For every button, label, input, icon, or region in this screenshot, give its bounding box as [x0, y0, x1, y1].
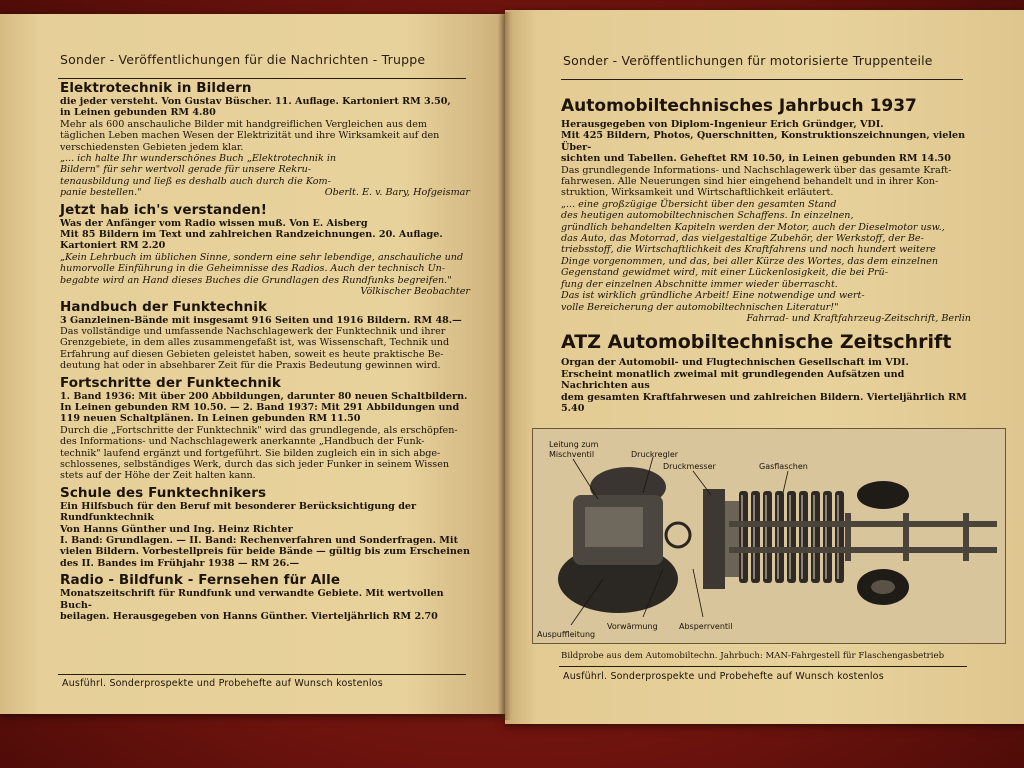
section-jahrbuch — [561, 96, 971, 324]
text-line: Erfahrung auf diesen Gebieten geleistet haben, soweit es heute praktische Be- — [60, 348, 444, 360]
label-vorwaermung: Vorwärmung — [607, 622, 658, 631]
section-fortschritte — [60, 375, 470, 482]
text-line: Was der Anfänger vom Radio wissen muß. Von E. Aisberg — [60, 217, 368, 229]
quote-line: Dinge vorgenommen, und das, bei aller Kürze des Wortes, das dem einzelnen — [561, 255, 939, 267]
section-handbuch — [60, 299, 470, 372]
quote-line: des heutigen automobiltechnischen Schaffens. In einzelnen, — [561, 210, 854, 222]
quote-line: „... eine großzügige Übersicht über den gesamten Stand — [561, 198, 837, 210]
text-line: 119 neuen Schaltplänen. In Leinen gebunden RM 11.50 — [60, 413, 361, 425]
quote-line: „... ich halte Ihr wunderschönes Buch „Elektrotechnik in — [60, 153, 337, 165]
quote-line: Das ist wirklich gründliche Arbeit! Eine notwendige und wert- — [561, 290, 865, 302]
text-line: Monatszeitschrift für Rundfunk und verwandte Gebiete. Mit wertvollen Buch- — [60, 588, 444, 611]
quote-source: Oberlt. E. v. Bary, Hofgeismar — [324, 187, 470, 199]
text-line: beilagen. Herausgegeben von Hanns Günther. Vierteljährlich RM 2.70 — [60, 611, 438, 623]
quote-line: „Kein Lehrbuch im üblichen Sinne, sondern eine sehr lebendige, anschauliche und — [60, 251, 464, 263]
label-druckmesser: Druckmesser — [663, 462, 716, 471]
text-line: Kartoniert RM 2.20 — [60, 240, 166, 252]
text-line: Ein Hilfsbuch für den Beruf mit besonderer Berücksichtigung der Rundfunktechnik — [60, 500, 417, 524]
text-line: Herausgegeben von Diplom-Ingenieur Erich Gründger, VDI. — [561, 119, 884, 130]
quote-line — [60, 187, 470, 198]
text-line: Von Hanns Günther und Ing. Heinz Richter — [60, 523, 293, 535]
right-running-head: Sonder - Veröffentlichungen für motorisierte Truppenteile — [563, 53, 933, 68]
quote-line: gründlich behandelten Kapiteln werden der Motor, auch der Dieselmotor usw., — [561, 221, 945, 233]
left-page — [0, 14, 505, 714]
label-leitung-2: Mischventil — [549, 450, 595, 459]
label-absperrventil: Absperrventil — [679, 622, 733, 631]
right-foot-rule — [559, 666, 967, 667]
left-head-rule — [58, 78, 466, 79]
quote-line: volle Bereicherung der automobiltechnischen Literatur!" — [561, 301, 839, 313]
text-line: Das vollständige und umfassende Nachschlagewerk der Funktechnik und ihrer — [60, 325, 446, 337]
quote-line: begabte wird an Hand dieses Buches die Grundlagen des Rundfunks begreifen." — [60, 274, 452, 286]
section-jetzt-hab-ichs — [60, 202, 470, 298]
text-line: 1. Band 1936: Mit über 200 Abbildungen, darunter 80 neuen Schaltbildern. — [60, 390, 468, 402]
quote-line: tenausbildung und ließ es deshalb auch durch die Kom- — [60, 175, 331, 187]
section-title: Fortschritte der Funktechnik — [60, 374, 281, 391]
quote-line: humorvolle Einführung in die Geheimnisse des Radios. Auch der technisch Un- — [60, 263, 446, 275]
chassis-figure — [532, 428, 1006, 644]
section-title: Handbuch der Funktechnik — [60, 298, 268, 315]
quote-line: triebsstoff, die Wirtschaftlichkeit des Kraftfahrens und noch hundert weitere — [561, 244, 936, 256]
right-head-rule — [561, 79, 963, 80]
text-line: in Leinen gebunden RM 4.80 — [60, 107, 216, 119]
quote-line: Bildern" für sehr wertvoll gerade für unsere Rekru- — [60, 164, 312, 176]
left-body — [60, 80, 470, 622]
quote-end: panie bestellen." — [60, 187, 142, 199]
quote-source: Fahrrad- und Kraftfahrzeug-Zeitschrift, Berlin — [746, 312, 971, 324]
section-atz — [561, 331, 971, 414]
label-leitung-1: Leitung zum — [549, 440, 599, 449]
section-title: Schule des Funktechnikers — [60, 484, 267, 501]
text-line: fahrwesen. Alle Neuerungen sind hier eingehend behandelt und in ihrer Kon- — [561, 176, 939, 188]
quote-source: Völkischer Beobachter — [360, 286, 470, 298]
section-elektrotechnik — [60, 80, 470, 199]
text-line: In Leinen gebunden RM 10.50. — 2. Band 1937: Mit 291 Abbildungen und — [60, 401, 460, 413]
text-line: 3 Ganzleinen-Bände mit insgesamt 916 Seiten und 1916 Bildern. RM 48.— — [60, 314, 462, 326]
text-line: des II. Bandes im Frühjahr 1938 — RM 26.— — [60, 557, 300, 569]
right-body — [561, 96, 971, 414]
book-gutter — [498, 12, 512, 720]
text-line: I. Band: Grundlagen. — II. Band: Rechenverfahren und Sonderfragen. Mit — [60, 535, 458, 546]
text-line: verschiedensten Gebieten jedem klar. — [60, 141, 244, 153]
text-line: dem gesamten Kraftfahrwesen und zahlreichen Bildern. Vierteljährlich RM 5.40 — [561, 391, 967, 414]
text-line: stets auf der Höhe der Zeit halten kann. — [60, 470, 256, 482]
chassis-illustration — [533, 429, 1005, 643]
text-line: vielen Bildern. Vorbestellpreis für beide Bände — gültig bis zum Erscheinen — [60, 546, 470, 558]
text-line: struktion, Wirksamkeit und Wirtschaftlichkeit erläutert. — [561, 187, 834, 199]
text-line: des Informations- und Nachschlagewerk anerkannte „Handbuch der Funk- — [60, 436, 425, 448]
left-footer: Ausführl. Sonderprospekte und Probehefte auf Wunsch kostenlos — [62, 678, 383, 689]
text-line: Mehr als 600 anschauliche Bilder mit handgreiflichen Vergleichen aus dem — [60, 118, 427, 130]
quote-line: Gegenstand gewidmet wird, mit einer Lückenlosigkeit, die bei Prü- — [561, 267, 888, 279]
right-page — [505, 10, 1024, 724]
text-line: Durch die „Fortschritte der Funktechnik" wird das grundlegende, als erschöpfen- — [60, 424, 458, 436]
text-line: die jeder versteht. Von Gustav Büscher. 11. Auflage. Kartoniert RM 3.50, — [60, 96, 451, 107]
text-line: täglichen Leben machen Wesen der Elektrizität und ihre Wirksamkeit auf den — [60, 130, 440, 142]
quote-line: das Auto, das Motorrad, das vielgestaltige Zubehör, der Werkstoff, der Be- — [561, 233, 924, 245]
text-line: Erscheint monatlich zweimal mit grundlegenden Aufsätzen und Nachrichten aus — [561, 368, 905, 392]
text-line: sichten und Tabellen. Geheftet RM 10.50, in Leinen gebunden RM 14.50 — [561, 153, 951, 165]
label-gasflaschen: Gasflaschen — [759, 462, 808, 471]
section-title: Automobiltechnisches Jahrbuch 1937 — [561, 96, 917, 116]
section-radio-bildfunk — [60, 572, 470, 622]
section-title: Jetzt hab ich's verstanden! — [60, 201, 267, 218]
left-running-head: Sonder - Veröffentlichungen für die Nachrichten - Truppe — [60, 52, 426, 67]
text-line: Grenzgebiete, in dem alles zusammengefaßt ist, was Wissenschaft, Technik und — [60, 337, 450, 349]
quote-line: fung der einzelnen Abschnitte immer wieder überrascht. — [561, 278, 838, 290]
figure-caption: Bildprobe aus dem Automobiltechn. Jahrbuch: MAN-Fahrgestell für Flaschengasbetrieb — [561, 651, 945, 661]
text-line: Mit 85 Bildern im Text und zahlreichen Randzeichnungen. 20. Auflage. — [60, 229, 443, 241]
section-title: Elektrotechnik in Bildern — [60, 80, 252, 96]
text-line: schlossenes, selbständiges Werk, durch das sich jeder Funker in seinem Wissen — [60, 458, 450, 470]
text-line: technik" laufend ergänzt und fortgeführt. Sie bilden zugleich ein in sich abge- — [60, 447, 441, 459]
text-line: Mit 425 Bildern, Photos, Querschnitten, Konstruktionszeichnungen, vielen Über- — [561, 130, 966, 153]
left-foot-rule — [58, 674, 466, 675]
label-druckregler: Druckregler — [631, 450, 679, 459]
label-auspuffleitung: Auspuffleitung — [537, 630, 596, 639]
text-line: deutung hat oder in absehbarer Zeit für die Praxis Bedeutung gewinnen wird. — [60, 360, 441, 372]
text-line: Das grundlegende Informations- und Nachschlagewerk über das gesamte Kraft- — [561, 164, 952, 176]
right-footer: Ausführl. Sonderprospekte und Probehefte auf Wunsch kostenlos — [563, 671, 884, 682]
section-title: Radio - Bildfunk - Fernsehen für Alle — [60, 572, 341, 589]
section-schule — [60, 485, 470, 569]
section-title: ATZ Automobiltechnische Zeitschrift — [561, 331, 952, 354]
text-line: Organ der Automobil- und Flugtechnischen Gesellschaft im VDI. — [561, 357, 909, 369]
